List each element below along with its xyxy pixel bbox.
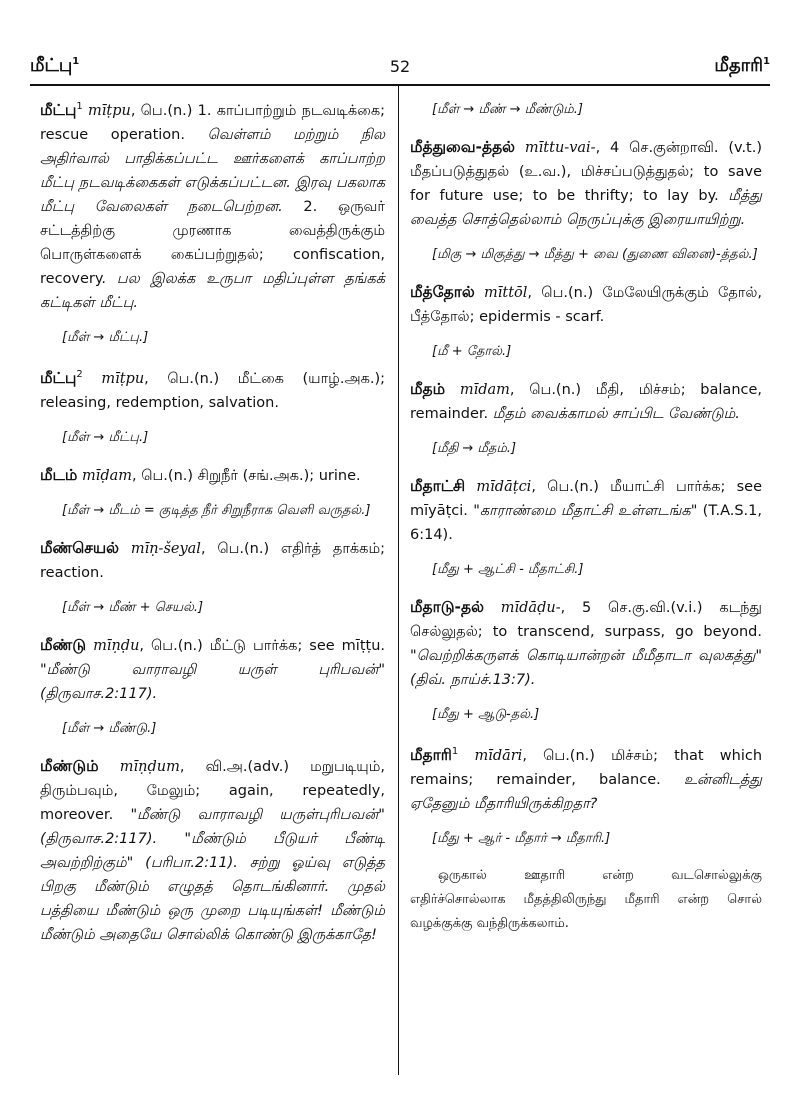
usage-example: "மீண்டு வாராவழி யருள்புரிபவன்" (திருவாச.2:117). "மீண்டும் பீடுயர் பீண்டி அவற்றிற்கும்" (பரிபா.2:11). சற்று ஓய்வு எடுத்த பிறகு மீண்டும் எழுதத் தொடங்கினார். முதல் பத்தியை மீண்டும் ஒரு முறை படியுங்கள்! மீண்டும் மீண்டும் அதையே சொல்லிக் கொண்டு இருக்காதே! [40,806,385,943]
headword: மீடம் [40,465,78,484]
transliteration: mīṭpu [87,102,131,119]
page-header [30,55,770,85]
etymology: [மீ + தோல்.] [432,344,512,359]
headword: மீத்தோல் [410,283,475,301]
usage-example: "வெற்றிக்கருளக் கொடியான்றன் மீமீதாடா வுலகத்து" (திவ். நாய்ச்.13:7). [410,648,762,688]
dictionary-entry [410,474,762,547]
headword: மீதாரி [410,745,452,764]
transliteration: mīdāḍu- [500,600,561,616]
homonym-number: 1 [451,746,459,757]
dictionary-entry [410,595,762,692]
transliteration: mīṇḍum [119,758,180,775]
usage-example: மீத்து வைத்த சொத்தெல்லாம் நெருப்புக்கு இரையாயிற்று. [410,188,762,228]
header-rule [30,84,770,86]
dictionary-entry [40,95,385,315]
headword: மீத்துவை-த்தல் [410,138,516,156]
transliteration: mīdāṭci [476,479,532,495]
definition: , பெ.(n.) மேலேயிருக்கும் தோல், பீத்தோல்; epidermis - scarf. [410,285,762,325]
dictionary-entry [410,135,762,232]
definition: , 4 செ.குன்றாவி. (v.t.) மீதப்படுத்துதல் (உ.வ.), மிச்சப்படுத்துதல்; to save for future use; to be thrifty; to lay by. [410,140,762,204]
headword: மீண்டு [40,635,87,654]
transliteration: mīṇḍu [93,637,140,654]
etymology: [மீது + ஆட்சி - மீதாட்சி.] [432,562,584,577]
etymology: [மீள் → மீண்டு.] [62,720,157,736]
definition: , 5 செ.கு.வி.(v.i.) கடந்து செல்லுதல்; to transcend, surpass, go beyond. [410,600,763,640]
transliteration: mīṇ-šeyal [130,540,201,557]
dictionary-entry [40,463,385,488]
definition: , பெ.(n.) மீதி, மிச்சம்; balance, remainder. [410,382,763,422]
transliteration: mīdam [459,382,510,398]
etymology: [மீது + ஆடு-தல்.] [432,707,540,722]
definition: , வி.அ.(adv.) மறுபடியும், திரும்பவும், மேலும்; again, repeatedly, moreover. [40,758,385,823]
usage-example: உன்னிடத்து ஏதேனும் மீதாரியிருக்கிறதா? [410,771,762,812]
dictionary-entry [40,363,385,415]
definition: , பெ.(n.) மீட்டு பார்க்க; see mīṭṭu. [139,637,385,654]
etymology: [மீள் → மீட்பு.] [62,329,149,345]
headword: மீதாடு-தல் [410,598,484,616]
transliteration: mīttōl [483,285,528,301]
usage-example: "காராண்மை மீதாட்சி உள்ளடங்க" [473,503,698,519]
closing-note: ஒருகால் ஊதாரி என்ற வடசொல்லுக்கு எதிர்ச்சொல்லாக மீதத்திலிருந்து மீதாரி என்ற சொல் வழக்குக்கு வந்திருக்கலாம். [410,867,762,931]
headword: மீண்டும் [40,756,99,775]
definition: , பெ.(n.) மீயாட்சி பார்க்க; see mīyāṭci. [410,479,762,519]
usage-example: பல இலக்க உருபா மதிப்புள்ள தங்கக் கட்டிகள் மீட்பு. [40,270,385,311]
etymology: [மீள் → மீடம் = குடித்த நீர் சிறுநீராக வெளி வருதல்.] [62,502,371,518]
definition: 2. ஒருவர் சட்டத்திற்கு முரணாக வைத்திருக்கும் பொருள்களைக் கைப்பற்றுதல்; confiscation, recovery. [40,198,385,287]
definition: , பெ.(n.) எதிர்த் தாக்கம்; reaction. [40,540,386,581]
transliteration: mīṭpu [101,370,145,387]
transliteration: mīdāri [474,747,523,764]
definition: (T.A.S.1, 6:14). [410,503,762,543]
definition: , பெ.(n.) சிறுநீர் (சங்.அக.); urine. [132,467,361,484]
right-column [410,95,762,936]
definition: , பெ.(n.) மிச்சம்; that which remains; remainder, balance. [410,747,763,788]
homonym-number: 2 [76,368,83,380]
dictionary-entry [410,740,762,816]
page-number: 52 [389,57,411,76]
headword: மீண்செயல் [40,538,120,557]
headword: மீதம் [410,380,446,398]
column-divider [398,85,399,1075]
headword: மீட்பு [40,100,77,119]
etymology: [மீள் → மீண் + செயல்.] [62,599,204,615]
dictionary-entry [40,633,385,706]
etymology: [மீள் → மீண் → மீண்டும்.] [432,102,583,117]
dictionary-entry [40,536,385,585]
definition: , பெ.(n.) மீட்கை (யாழ்.அக.); releasing, redemption, salvation. [40,370,385,411]
etymology: [மிகு → மிகுத்து → மீத்து + வை (துணை வினை)-த்தல்.] [432,247,758,262]
etymology: [மீள் → மீட்பு.] [62,429,149,445]
usage-example: மீதம் வைக்காமல் சாப்பிட வேண்டும். [492,406,740,422]
transliteration: mīttu-vai- [524,140,596,156]
usage-example: வெள்ளம் மற்றும் நில அதிர்வால் பாதிக்கப்பட்ட ஊர்களைக் காப்பாற்ற மீட்பு நடவடிக்கைகள் எடுக்கப்பட்டன. இரவு பகலாக மீட்பு வேலைகள் நடைபெற்றன. [40,126,385,215]
right-guide-word: மீதாரி$^1$ [714,55,770,76]
usage-example: "மீண்டு வாராவழி யருள் புரிபவன்" (திருவாச.2:117). [40,661,385,702]
dictionary-entry [40,754,385,947]
etymology: [மீது + ஆர் - மீதார் → மீதாரி.] [432,830,611,846]
left-guide-word: மீட்பு$^1$ [30,55,80,76]
dictionary-entry [410,377,762,426]
homonym-number: 1 [76,101,83,112]
left-column [40,95,385,959]
headword: மீதாட்சி [410,477,466,495]
etymology: [மீதி → மீதம்.] [432,441,517,456]
definition: , பெ.(n.) 1. காப்பாற்றும் நடவடிக்கை; rescue operation. [40,102,386,143]
dictionary-entry [410,280,762,329]
transliteration: mīḍam [81,467,133,484]
headword: மீட்பு [40,368,77,387]
